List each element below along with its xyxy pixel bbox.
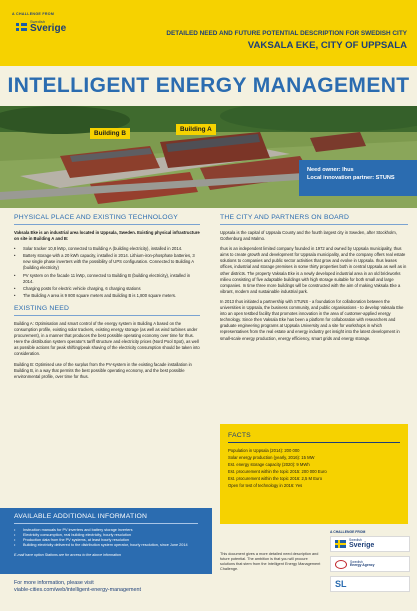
owner-box [299,160,417,196]
need-owner: Need owner: Ihus [307,167,354,173]
list-item: Open for test of technology in 2016: Yes [228,483,303,489]
physical-intro: Vaksala Eke is an industrial area located in Uppsala, Sweden. Existing physical infrastructure on site in Building A and B: [14,230,200,242]
need-paragraph-a: Building A: Optimisation and smart control of the energy system in Building A based on the consumption profile, existing solar trackers, existing energy storage (as well as wind turbines under procurement), in a manner that produces the best possible operating economy over time for Ihus. Here the distribution system operator's tariff structure and electricity prices (Nord Pool Spot), as well as possible actions for peak shifting/peak shaving of the electricity consumption should be taken into consideration. [14,320,200,357]
list-item: • Electricity consumption, real building electricity, hourly resolution [14,533,198,538]
list-item: • PV system on the facade 11 kWp, connected to Building B (building electricity), installed in 2014. [14,273,200,285]
physical-list [14,246,200,299]
logo-small-text: Swedish [30,19,46,24]
city-paragraph-2: Ihus is an independent limited company founded in 1972 and owned by Uppsala municipality, thus aims to create growth and development for Uppsala municipality, and the company offers real estate solutions to companies and public sector activities that grow and evolve in Uppsala. Ihus leases offices, industrial and storage premises in some thirty properties both in central Uppsala as well as in other districts. The property Vaksala Eke is a newly developed industrial area in an old brickworks milieu consisting of five adaptable buildings with high storage suitable for both small and large companies. In time three more buildings will be constructed with the aim of making Vaksala Eke a vibrant, modern and sustainable industrial park. [220,246,407,294]
energy-big-text: Energy Agency [350,563,375,567]
sl-logo-tile [330,576,410,592]
energy-agency-logo-tile [330,556,410,572]
city-paragraph-1: Uppsala is the capital of Uppsala County and the fourth largest city in Sweden, after Stockholm, Gothenburg and Malmo. [220,230,397,242]
list-item: Solar energy production (yearly, 2016): 15 MW [228,455,315,461]
more-info [14,580,254,594]
logo-big-text: Sverige [30,23,67,34]
need-heading: EXISTING NEED [14,305,200,316]
city-heading: THE CITY AND PARTNERS ON BOARD [220,214,408,225]
list-item: • Building electricity delivered to the distribution system operator, hourly resolution, since June 2014 [14,543,198,548]
sl-logo-text: SL [335,579,347,589]
aerial-photo [0,106,417,208]
building-a-label: Building A [176,124,216,135]
sweden-flag-icon [335,540,346,548]
header-band [0,0,417,66]
right-column [220,214,408,346]
left-column [14,214,200,384]
list-item: Est. procurement within the topic 2016: 2,5 M Euro [228,476,323,482]
energy-agency-icon [335,560,347,569]
challenge-caption: A CHALLENGE FROM [12,12,55,16]
more-info-text: For more information, please visit [14,580,94,586]
list-item: • Charging posts for electric vehicle charging, 6 charging stations [14,286,200,292]
partner-logos [330,530,410,596]
sweden-flag-icon [16,23,27,31]
building-b-label: Building B [90,128,130,139]
facts-box [220,424,408,524]
facts-list [228,448,400,490]
sverige-big-text: Sverige [349,542,375,550]
sverige-logo-text [349,539,374,549]
sweden-logo [16,20,66,34]
header-subtitle: DETAILED NEED AND FUTURE POTENTIAL DESCRIPTION FOR SWEDISH CITY [166,30,407,37]
disclaimer-text: This document gives a more detailed need description and future potential. The ambition is that you will procure solutions that stem from the Intelligent Energy Management Challenge. [220,552,321,572]
need-paragraph-b: Building B: Optimised use of the surplus from the PV-system in the existing facade installation in Building B, in a way that permits the best possible operating economy, and the best possible environmental profile, over time for Ihus. [14,361,192,379]
innovation-partner: Local innovation partner: STUNS [307,174,395,181]
list-item: Est. procurement within the topic 2015: 200 000 Euro [228,469,327,475]
list-item: • Instruction manuals for PV inverters and battery storage inverters [14,528,198,533]
header-location: VAKSALA EKE, CITY OF UPPSALA [247,40,407,51]
page-title: INTELLIGENT ENERGY MANAGEMENT [0,66,417,106]
list-item: Est. energy storage capacity (2020): 9 MWh [228,462,310,468]
sverige-logo-tile [330,536,410,552]
physical-heading: PHYSICAL PLACE AND EXISTING TECHNOLOGY [14,214,200,225]
facts-heading: FACTS [228,432,400,443]
energy-agency-text [350,561,375,568]
sverige-small-text: Swedish [349,537,362,542]
city-paragraph-3: In 2013 Ihus initiated a partnership with STUNS - a foundation for collaboration between the universities in Uppsala, the business community, and public organisations - to develop Vaksala Eke into an open testbed facility that promotes innovation in the area of customer-applied energy technology. Since then Vaksala Eke has been a platform for collaboration with researchers and graduate engineering programs at Uppsala University and a site for workshops in which representatives from the real estate and energy industry get insight into the latest development in small-scale energy production, energy efficiency, smart grids and energy storage. [220,298,404,341]
available-heading: AVAILABLE ADDITIONAL INFORMATION [14,513,198,524]
list-item: Population in Uppsala (2014): 200 000 [228,448,300,453]
list-item: • Solar tracker 10,8 kWp, connected to Building A (building electricity), installed in 2014. [14,246,200,252]
energy-small-text: Swedish [350,559,363,564]
sweden-logo-text [30,20,66,34]
available-note: E-mail have option Stations are for access to the above information [14,552,121,557]
more-info-link[interactable]: viable-cities.com/web/intelligent-energy-management [14,587,142,594]
list-item: • Battery storage with a 20 kWh capacity, installed in 2014. Lithium-iron-phosphate batteries, 3 new single phase inverters with the possibility of UPS configuration. Connected to Building A (building electricity) [14,253,200,271]
available-list [14,528,198,549]
list-item: • The Building A area is 9 800 square meters and Building B is 1,800 square meters. [14,293,200,299]
list-item: • Production data from the PV systems, at least hourly resolution [14,538,198,543]
available-info-box [0,508,212,574]
partners-caption: A CHALLENGE FROM [330,530,366,534]
